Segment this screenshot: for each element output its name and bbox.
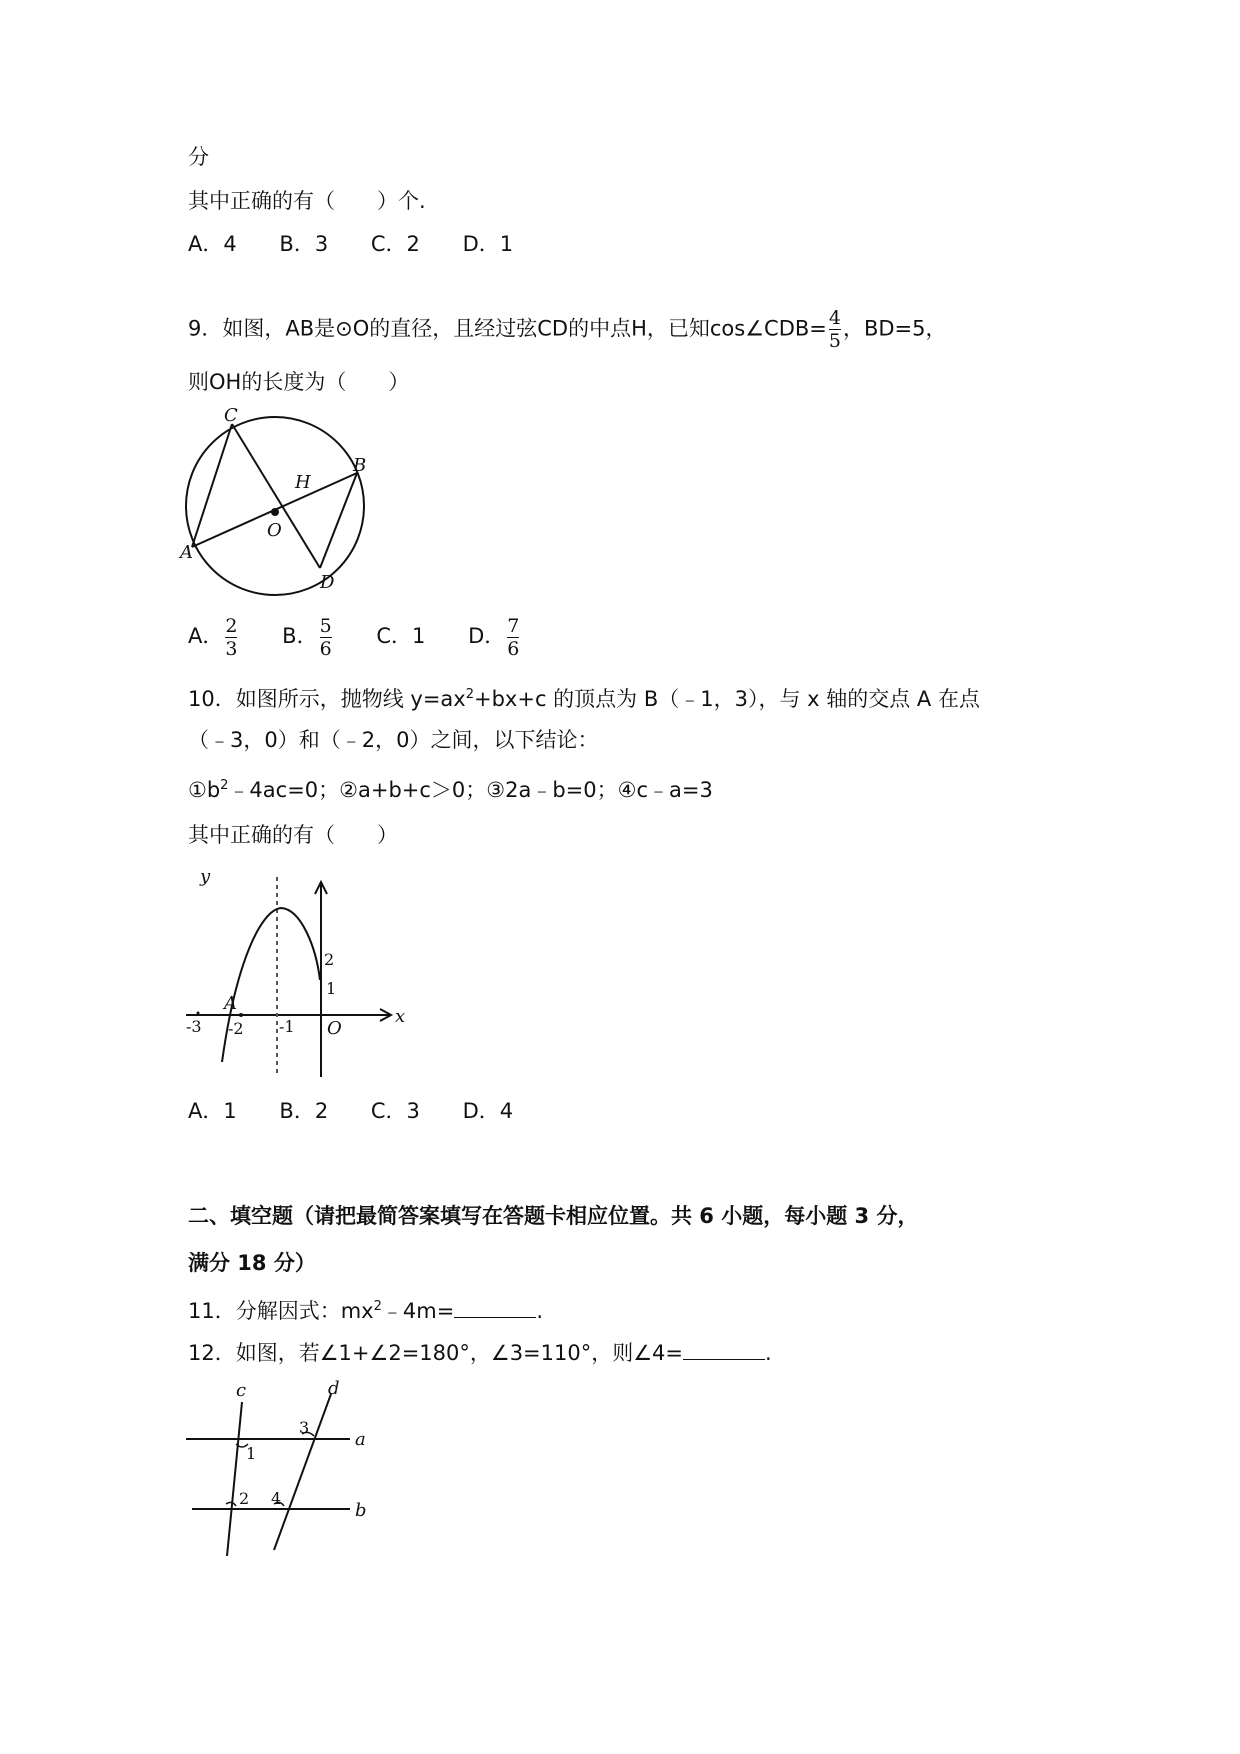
q9-suffix: ，BD=5， xyxy=(842,316,947,341)
q10-option-d: D．4 xyxy=(462,1099,514,1123)
q9-option-b-num: 5 xyxy=(319,614,332,637)
q12-lines-figure xyxy=(184,1380,374,1560)
q9-option-b xyxy=(282,614,334,659)
label-a: A xyxy=(224,993,237,1014)
label-h: H xyxy=(295,472,311,493)
q11-sup: 2 xyxy=(373,1299,382,1314)
q10-parabola-figure xyxy=(186,862,406,1082)
label-a: a xyxy=(355,1429,366,1450)
parabola-curve xyxy=(222,908,320,1062)
q12-end: . xyxy=(765,1341,772,1365)
q9-option-a-den: 3 xyxy=(225,637,238,660)
tick-label-2: 2 xyxy=(324,950,335,969)
q9-option-a-num: 2 xyxy=(225,614,238,637)
q8-options xyxy=(188,229,549,259)
label-angle-2: 2 xyxy=(239,1489,250,1508)
q8-option-c: C．2 xyxy=(370,232,420,256)
section2-heading-line1: 二、填空题（请把最简答案填写在答题卡相应位置。共 6 小题，每小题 3 分， xyxy=(188,1204,919,1228)
q9-line2: 则OH的长度为（ ） xyxy=(188,370,410,394)
tick-minus-3 xyxy=(197,1012,200,1015)
q10-line3 xyxy=(188,771,713,805)
q9-circle-figure xyxy=(180,405,380,600)
q9-frac-den: 5 xyxy=(828,330,841,352)
center-point xyxy=(271,508,279,516)
q12-text: 12．如图，若∠1+∠2=180°，∠3=110°，则∠4= xyxy=(188,1341,684,1365)
q9-option-d xyxy=(468,614,521,659)
q9-option-d-den: 6 xyxy=(507,637,520,660)
q9-option-b-frac xyxy=(320,616,332,659)
label-angle-4: 4 xyxy=(271,1489,282,1508)
q9-options xyxy=(188,614,557,659)
label-angle-3: 3 xyxy=(299,1418,310,1437)
q9-option-b-den: 6 xyxy=(319,637,332,660)
q10-line3-a: ①b xyxy=(188,778,221,802)
q10-line1-a: 10．如图所示，抛物线 y=ax xyxy=(188,687,466,711)
q11-text-a: 11．分解因式：mx xyxy=(188,1299,374,1323)
q12 xyxy=(188,1338,772,1368)
label-c: c xyxy=(236,1380,247,1401)
q10-line3-sup: 2 xyxy=(220,778,229,793)
label-o: O xyxy=(327,1018,342,1039)
q10-line3-b: ﹣4ac=0；②a+b+c＞0；③2a﹣b=0；④c﹣a=3 xyxy=(228,778,713,802)
q9-option-a-frac xyxy=(225,616,237,659)
q10-line2: （﹣3，0）和（﹣2，0）之间，以下结论： xyxy=(188,728,599,752)
q10-options xyxy=(188,1096,549,1126)
label-d: D xyxy=(320,572,335,593)
q9-prefix: 9．如图，AB是⊙O的直径，且经过弦CD的中点H，已知cos∠CDB= xyxy=(188,316,827,341)
label-b: b xyxy=(355,1500,367,1521)
q9-option-a-label: A． xyxy=(188,624,224,648)
label-angle-1: 1 xyxy=(246,1444,257,1463)
q8-correct-count: 其中正确的有（ ）个. xyxy=(188,189,426,213)
circle-o xyxy=(186,417,367,595)
point-a xyxy=(239,1013,243,1017)
line-c xyxy=(227,1402,242,1556)
section2-heading-line2: 满分 18 分） xyxy=(188,1251,316,1275)
q9-option-d-frac xyxy=(507,616,519,659)
q10-option-a: A．1 xyxy=(188,1099,237,1123)
tick-label-minus-2: -2 xyxy=(228,1019,244,1038)
label-a: A xyxy=(180,542,193,563)
q10-option-b: B．2 xyxy=(279,1099,329,1123)
q10-line1 xyxy=(188,680,980,714)
q11-text-b: ﹣4m= xyxy=(381,1299,455,1323)
label-x: x xyxy=(395,1006,406,1027)
q9-option-b-label: B． xyxy=(282,624,318,648)
q11-end: . xyxy=(536,1299,543,1323)
q9-option-d-num: 7 xyxy=(507,614,520,637)
q9-option-d-label: D． xyxy=(468,624,506,648)
tick-label-minus-1: -1 xyxy=(279,1017,295,1036)
q10-line1-sup: 2 xyxy=(465,687,474,702)
tick-label-1: 1 xyxy=(326,979,337,998)
q9-option-a xyxy=(188,614,239,659)
q8-option-d: D．1 xyxy=(462,232,514,256)
q8-fen: 分 xyxy=(188,145,209,169)
q9-cos-fraction xyxy=(829,308,841,351)
q9-frac-num: 4 xyxy=(828,307,841,329)
q12-answer-blank xyxy=(683,1339,765,1360)
q10-line4: 其中正确的有（ ） xyxy=(188,823,398,847)
label-d: d xyxy=(328,1378,340,1399)
q11 xyxy=(188,1292,543,1326)
label-b: B xyxy=(353,455,367,476)
q8-option-b: B．3 xyxy=(279,232,329,256)
q9-stem xyxy=(188,308,947,351)
q11-answer-blank xyxy=(454,1297,536,1318)
q8-option-a: A．4 xyxy=(188,232,237,256)
label-c: C xyxy=(224,405,238,426)
q10-line1-b: +bx+c 的顶点为 B（﹣1，3），与 x 轴的交点 A 在点 xyxy=(474,687,980,711)
q9-option-c: C．1 xyxy=(376,624,426,648)
tick-label-minus-3: -3 xyxy=(186,1017,202,1036)
label-y: y xyxy=(200,866,211,887)
label-o: O xyxy=(267,520,282,541)
q10-option-c: C．3 xyxy=(370,1099,420,1123)
